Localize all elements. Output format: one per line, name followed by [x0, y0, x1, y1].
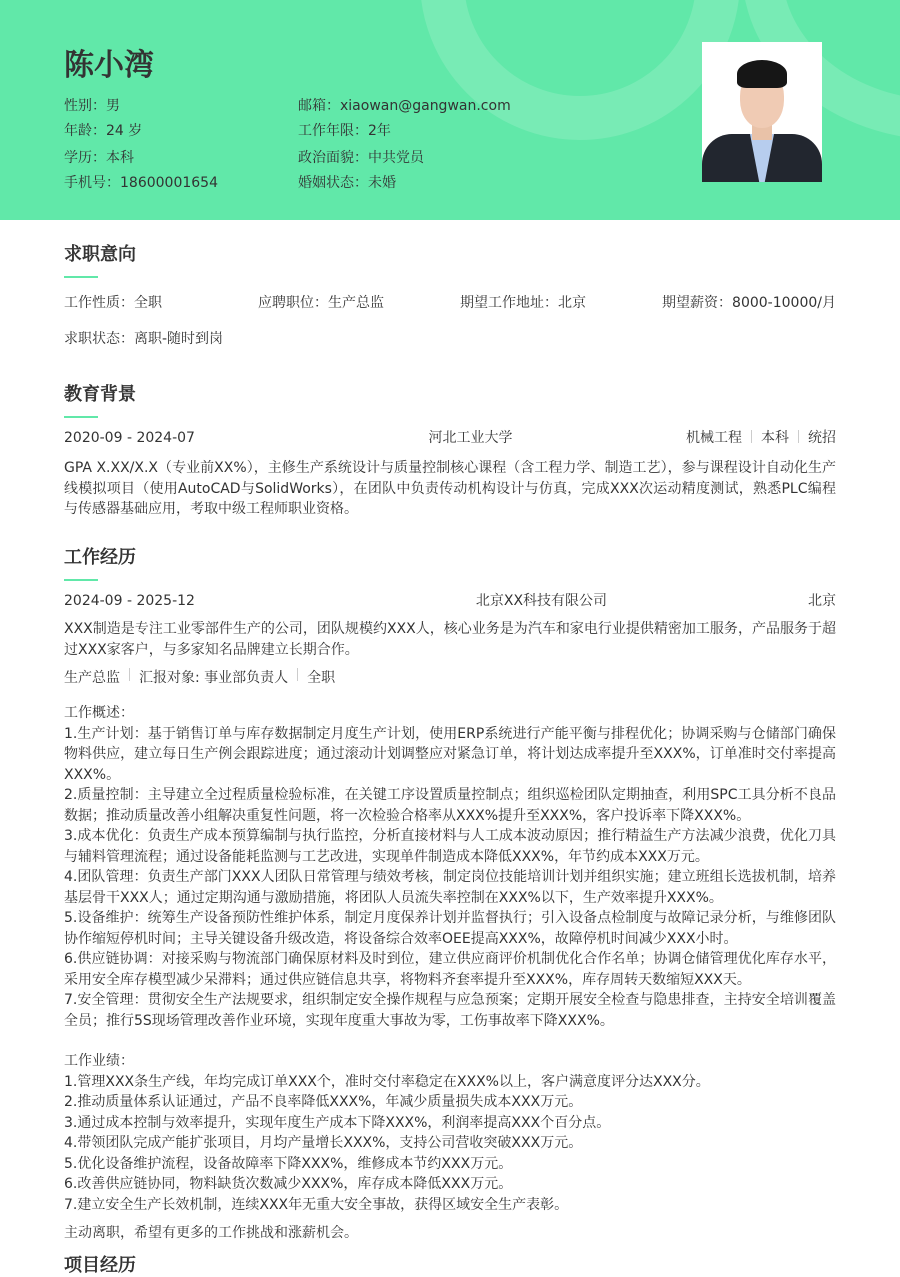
overview-item: 4.团队管理：负责生产部门XXX人团队日常管理与绩效考核，制定岗位技能培训计划并组织实施；建立班组长选拔机制，培养基层骨干XXX人；通过定期沟通与激励措施，将团队人员流失率控制在XXX%以下，生产效率提升XXX%。 [64, 869, 836, 906]
overview-item: 1.生产计划：基于销售订单与库存数据制定月度生产计划，使用ERP系统进行产能平衡与排程优化；协调采购与仓储部门确保物料供应，建立每日生产例会跟踪进度；通过滚动计划调整应对紧急订单，将计划达成率提升至XXX%，订单准时交付率提高XXX%。 [64, 725, 836, 783]
result-item: 1.管理XXX条生产线，年均完成订单XXX个，准时交付率稳定在XXX%以上，客户满意度评分达XXX分。 [64, 1073, 710, 1090]
intent-type: 工作性质：全职 [64, 295, 162, 311]
section-title: 教育背景 [64, 384, 136, 405]
work-company: 北京XX科技有限公司 [475, 593, 608, 609]
decorative-circle [420, 0, 740, 140]
leave-reason: 主动离职，希望有更多的工作挑战和涨薪机会。 [64, 1225, 358, 1241]
title-underline [64, 416, 98, 418]
result-item: 3.通过成本控制与效率提升，实现年度生产成本下降XXX%，利润率提高XXX个百分点。 [64, 1114, 611, 1131]
title-underline [64, 276, 98, 278]
section-title: 项目经历 [64, 1255, 136, 1276]
edu-tags: 机械工程 本科 统招 [685, 430, 836, 446]
intent-status: 求职状态：离职-随时到岗 [64, 331, 224, 347]
result-item: 7.建立安全生产长效机制，连续XXX年无重大安全事故，获得区域安全生产表彰。 [64, 1196, 569, 1213]
section-projects [64, 1251, 836, 1275]
intent-position: 应聘职位：生产总监 [258, 295, 385, 311]
section-title: 求职意向 [64, 244, 136, 265]
intent-location: 期望工作地址：北京 [460, 295, 587, 311]
info-marital: 婚姻状态：未婚 [298, 175, 396, 191]
info-gender: 性别：男 [64, 98, 120, 114]
intent-salary: 期望薪资：8000-10000/月 [662, 295, 836, 311]
edu-description: GPA X.XX/X.X（专业前XX%），主修生产系统设计与质量控制核心课程（含工程力学、制造工艺），参与课程设计自动化生产线模拟项目（使用AutoCAD与SolidWorks），在团队中负责传动机构设计与仿真，完成XXX次运动精度测试，熟悉PLC编程与传感器基础应用，考取中级工程师职业资格。 [64, 460, 836, 517]
section-job-intent [64, 240, 836, 349]
section-work [64, 543, 836, 1244]
info-phone: 手机号：18600001654 [64, 175, 218, 191]
overview-item: 3.成本优化：负责生产成本预算编制与执行监控，分析直接材料与人工成本波动原因；推行精益生产方法减少浪费，优化刀具与辅料管理流程；通过设备能耗监测与工艺改进，实现单件制造成本降低XXX%，年节约成本XXX万元。 [64, 828, 836, 865]
section-title: 工作经历 [64, 547, 136, 568]
overview-item: 7.安全管理：贯彻安全生产法规要求，组织制定安全操作规程与应急预案；定期开展安全检查与隐患排查，主持安全培训覆盖全员；推行5S现场管理改善作业环境，实现年度重大事故为零，工伤事故率下降XXX%。 [64, 992, 836, 1029]
work-city: 北京 [807, 593, 836, 609]
info-political: 政治面貌：中共党员 [298, 150, 424, 166]
info-work-years: 工作年限：2年 [298, 123, 391, 139]
section-education [64, 380, 836, 520]
result-item: 6.改善供应链协同，物料缺货次数减少XXX%，库存成本降低XXX万元。 [64, 1176, 513, 1192]
company-intro: XXX制造是专注工业零部件生产的公司，团队规模约XXX人，核心业务是为汽车和家电行业提供精密加工服务，产品服务于超过XXX家客户，与多家知名品牌建立长期合作。 [64, 621, 836, 658]
overview-item: 6.供应链协调：对接采购与物流部门确保原材料及时到位，建立供应商评价机制优化合作名单；协调仓储管理优化库存水平，采用安全库存模型减少呆滞料；通过供应链信息共享，将物料齐套率提升至XXX%，库存周转天数缩短XXX天。 [64, 951, 836, 988]
info-age: 年龄：24 岁 [64, 123, 143, 139]
info-email: 邮箱：xiaowan@gangwan.com [298, 98, 511, 114]
edu-period: 2020-09 - 2024-07 [64, 430, 195, 446]
info-education: 学历：本科 [64, 150, 134, 166]
result-item: 4.带领团队完成产能扩张项目，月均产量增长XXX%，支持公司营收突破XXX万元。 [64, 1135, 583, 1151]
overview-label: 工作概述： [64, 705, 134, 721]
overview-item: 2.质量控制：主导建立全过程质量检验标准，在关键工序设置质量控制点；组织巡检团队定期抽查，利用SPC工具分析不良品数据；推动质量改善小组解决重复性问题，将一次检验合格率从XXX%提升至XXX%，客户投诉率下降XXX%。 [64, 787, 836, 824]
result-item: 5.优化设备维护流程，设备故障率下降XXX%，维修成本节约XXX万元。 [64, 1155, 513, 1172]
resume-header [0, 0, 900, 220]
work-tags: 生产总监 汇报对象: 事业部负责人 全职 [64, 670, 336, 686]
edu-school: 河北工业大学 [428, 430, 513, 446]
profile-photo [702, 42, 822, 182]
result-item: 2.推动质量体系认证通过，产品不良率降低XXX%，年减少质量损失成本XXX万元。 [64, 1094, 583, 1110]
title-underline [64, 579, 98, 581]
results-label: 工作业绩： [64, 1053, 134, 1069]
overview-item: 5.设备维护：统筹生产设备预防性维护体系，制定月度保养计划并监督执行；引入设备点检制度与故障记录分析，与维修团队协作缩短停机时间；主导关键设备升级改造，将设备综合效率OEE提高XXX%，故障停机时间减少XXX小时。 [64, 910, 836, 947]
work-period: 2024-09 - 2025-12 [64, 593, 195, 609]
candidate-name: 陈小湾 [64, 48, 154, 83]
